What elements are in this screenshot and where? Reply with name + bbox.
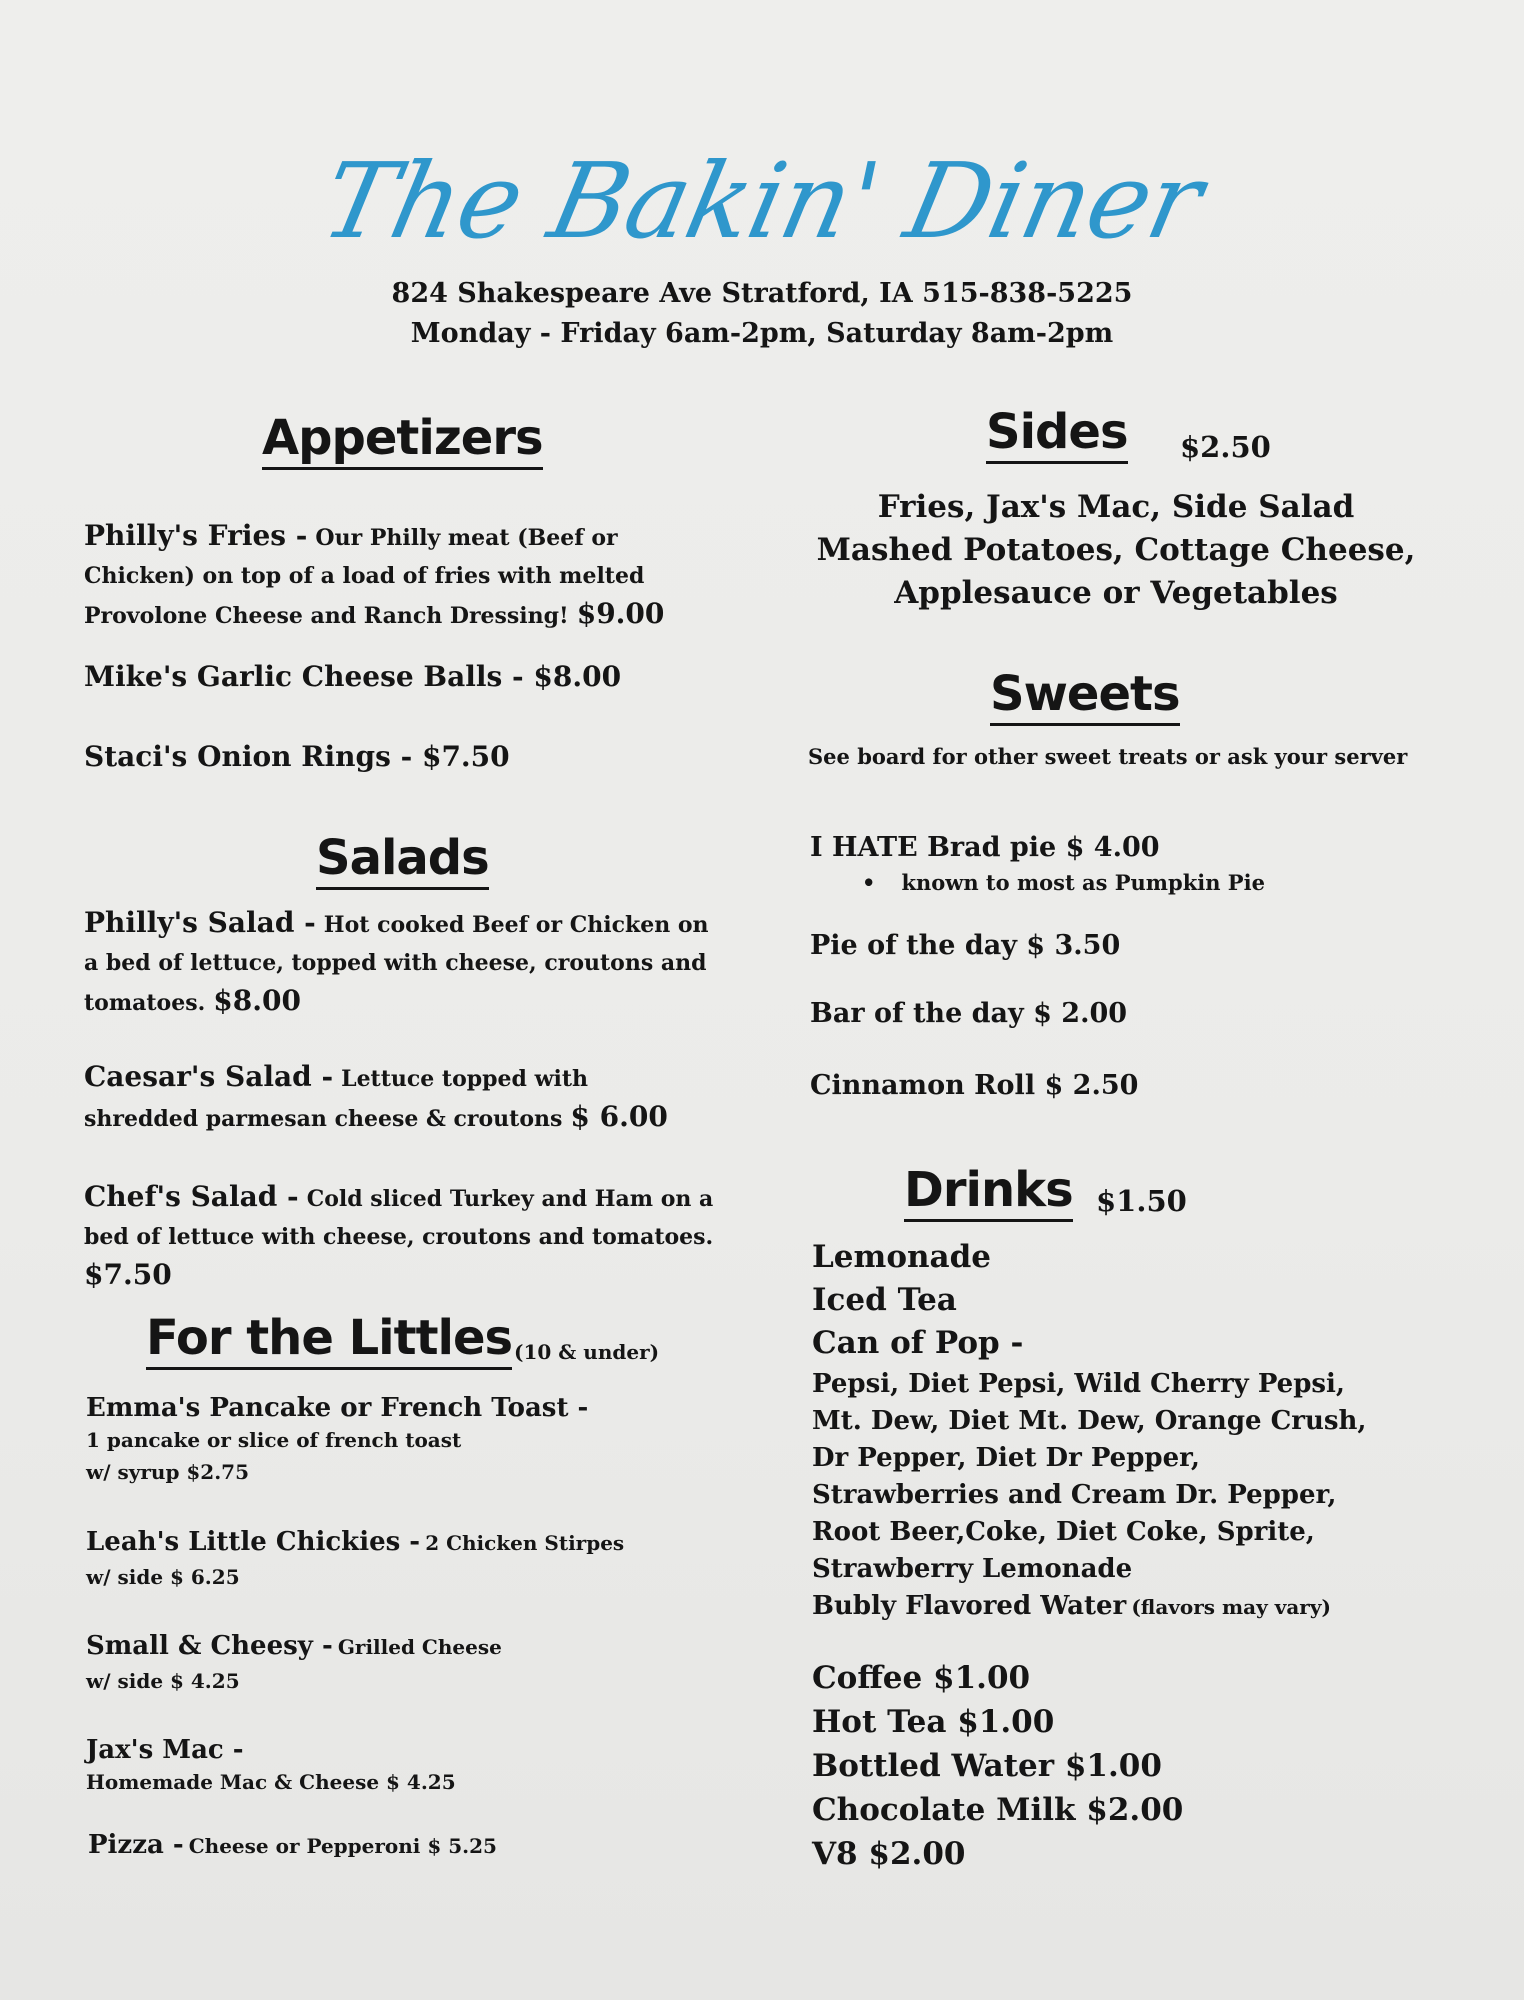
pop-flavor-line: Strawberries and Cream Dr. Pepper, xyxy=(812,1480,1337,1510)
priced-drinks-list xyxy=(812,1656,1183,1876)
menu-item-bar-of-day: Bar of the day $ 2.00 xyxy=(810,998,1128,1029)
pop-flavor-line: Strawberry Lemonade xyxy=(812,1554,1133,1584)
item-name: Leah's Little Chickies - xyxy=(86,1527,421,1557)
bubly-line xyxy=(812,1588,1366,1625)
item-price: $8.00 xyxy=(213,984,301,1017)
item-description: 1 pancake or slice of french toast xyxy=(86,1428,462,1452)
menu-item-chefs-salad xyxy=(84,1178,724,1296)
menu-item-phillys-fries xyxy=(84,517,724,635)
item-price: $7.50 xyxy=(84,1258,172,1291)
pop-flavor-line: Root Beer,Coke, Diet Coke, Sprite, xyxy=(812,1517,1315,1547)
menu-item-onion-rings: Staci's Onion Rings - $7.50 xyxy=(84,740,510,773)
pumpkin-pie-note: • known to most as Pumpkin Pie xyxy=(856,870,1265,895)
drink-item-bottled-water: Bottled Water $1.00 xyxy=(812,1748,1162,1784)
sides-list xyxy=(806,486,1426,615)
menu-item-caesar-salad xyxy=(84,1058,704,1138)
item-name: Philly's Fries - xyxy=(84,519,308,552)
item-name: Philly's Salad - xyxy=(84,906,316,939)
drink-item: Iced Tea xyxy=(812,1282,957,1318)
drinks-heading: Drinks xyxy=(904,1164,1073,1222)
drink-item-coffee: Coffee $1.00 xyxy=(812,1660,1031,1696)
appetizers-heading: Appetizers xyxy=(262,412,543,470)
sweets-note: See board for other sweet treats or ask your server xyxy=(808,744,1408,769)
menu-item-cinnamon-roll: Cinnamon Roll $ 2.50 xyxy=(810,1070,1139,1101)
item-name: Small & Cheesy - xyxy=(86,1631,333,1661)
item-name: Caesar's Salad - xyxy=(84,1060,334,1093)
sweets-heading: Sweets xyxy=(990,668,1180,726)
sides-line: Fries, Jax's Mac, Side Salad xyxy=(877,489,1355,525)
sides-heading: Sides xyxy=(986,406,1128,464)
salads-heading: Salads xyxy=(316,832,489,890)
menu-item-small-cheesy xyxy=(86,1630,502,1697)
item-description: Grilled Cheese xyxy=(337,1635,502,1659)
item-description: Cheese or Pepperoni $ 5.25 xyxy=(188,1834,497,1858)
item-description: 2 Chicken Stirpes xyxy=(425,1531,625,1555)
drink-item: Lemonade xyxy=(812,1239,992,1275)
pop-flavor-line: Pepsi, Diet Pepsi, Wild Cherry Pepsi, xyxy=(812,1369,1345,1399)
item-name: Pizza - xyxy=(88,1830,184,1860)
sides-line: Applesauce or Vegetables xyxy=(894,575,1338,611)
menu-item-pie-of-day: Pie of the day $ 3.50 xyxy=(810,930,1121,961)
pop-flavor-line: Mt. Dew, Diet Mt. Dew, Orange Crush, xyxy=(812,1406,1367,1436)
address-line: 824 Shakespeare Ave Stratford, IA 515-838-5225 xyxy=(391,278,1133,309)
drinks-list xyxy=(812,1236,1023,1365)
hours-line: Monday - Friday 6am-2pm, Saturday 8am-2pm xyxy=(410,318,1114,349)
item-price: w/ syrup $2.75 xyxy=(86,1460,250,1484)
restaurant-title: The Bakin' Diner xyxy=(312,140,1212,262)
item-price: w/ side $ 6.25 xyxy=(86,1565,240,1589)
item-description: Hot cooked Beef or Chicken on a bed of lettuce, topped with cheese, croutons and tomatoes. xyxy=(84,912,709,1016)
item-price: Homemade Mac & Cheese $ 4.25 xyxy=(86,1770,456,1794)
menu-item-garlic-cheese-balls: Mike's Garlic Cheese Balls - $8.00 xyxy=(84,660,622,693)
drink-item-v8: V8 $2.00 xyxy=(812,1836,966,1872)
littles-heading: For the Littles xyxy=(146,1312,512,1370)
item-description: Lettuce topped with shredded parmesan cheese & croutons xyxy=(84,1066,589,1132)
menu-item-pancake xyxy=(86,1392,588,1488)
littles-age-note: (10 & under) xyxy=(514,1340,660,1364)
menu-item-pumpkin-pie: I HATE Brad pie $ 4.00 xyxy=(810,832,1160,863)
bubly-note: (flavors may vary) xyxy=(1131,1595,1331,1619)
menu-item-chickies xyxy=(86,1526,624,1593)
item-name: Jax's Mac - xyxy=(86,1735,244,1765)
pop-flavor-line: Dr Pepper, Diet Dr Pepper, xyxy=(812,1443,1200,1473)
item-name: Emma's Pancake or French Toast - xyxy=(86,1393,589,1423)
drink-item-hot-tea: Hot Tea $1.00 xyxy=(812,1704,1055,1740)
menu-item-pizza xyxy=(88,1830,497,1860)
item-price: w/ side $ 4.25 xyxy=(86,1669,240,1693)
item-name: Chef's Salad - xyxy=(84,1180,299,1213)
item-price: $ 6.00 xyxy=(570,1100,668,1133)
menu-item-jax-mac xyxy=(86,1734,456,1798)
item-price: $9.00 xyxy=(576,597,665,630)
item-description: Our Philly meat (Beef or Chicken) on top of a load of fries with melted Provolone Cheese and Ranch Dressing! xyxy=(84,525,645,629)
drinks-price: $1.50 xyxy=(1096,1184,1187,1218)
menu-item-phillys-salad xyxy=(84,904,724,1022)
pop-flavors-list xyxy=(812,1366,1366,1625)
bubly-water: Bubly Flavored Water xyxy=(812,1591,1127,1621)
drink-item: Can of Pop - xyxy=(812,1325,1024,1361)
item-description: Cold sliced Turkey and Ham on a bed of lettuce with cheese, croutons and tomatoes. xyxy=(84,1186,714,1250)
drink-item-chocolate-milk: Chocolate Milk $2.00 xyxy=(812,1792,1184,1828)
sides-line: Mashed Potatoes, Cottage Cheese, xyxy=(816,532,1416,568)
sides-price: $2.50 xyxy=(1180,430,1271,464)
